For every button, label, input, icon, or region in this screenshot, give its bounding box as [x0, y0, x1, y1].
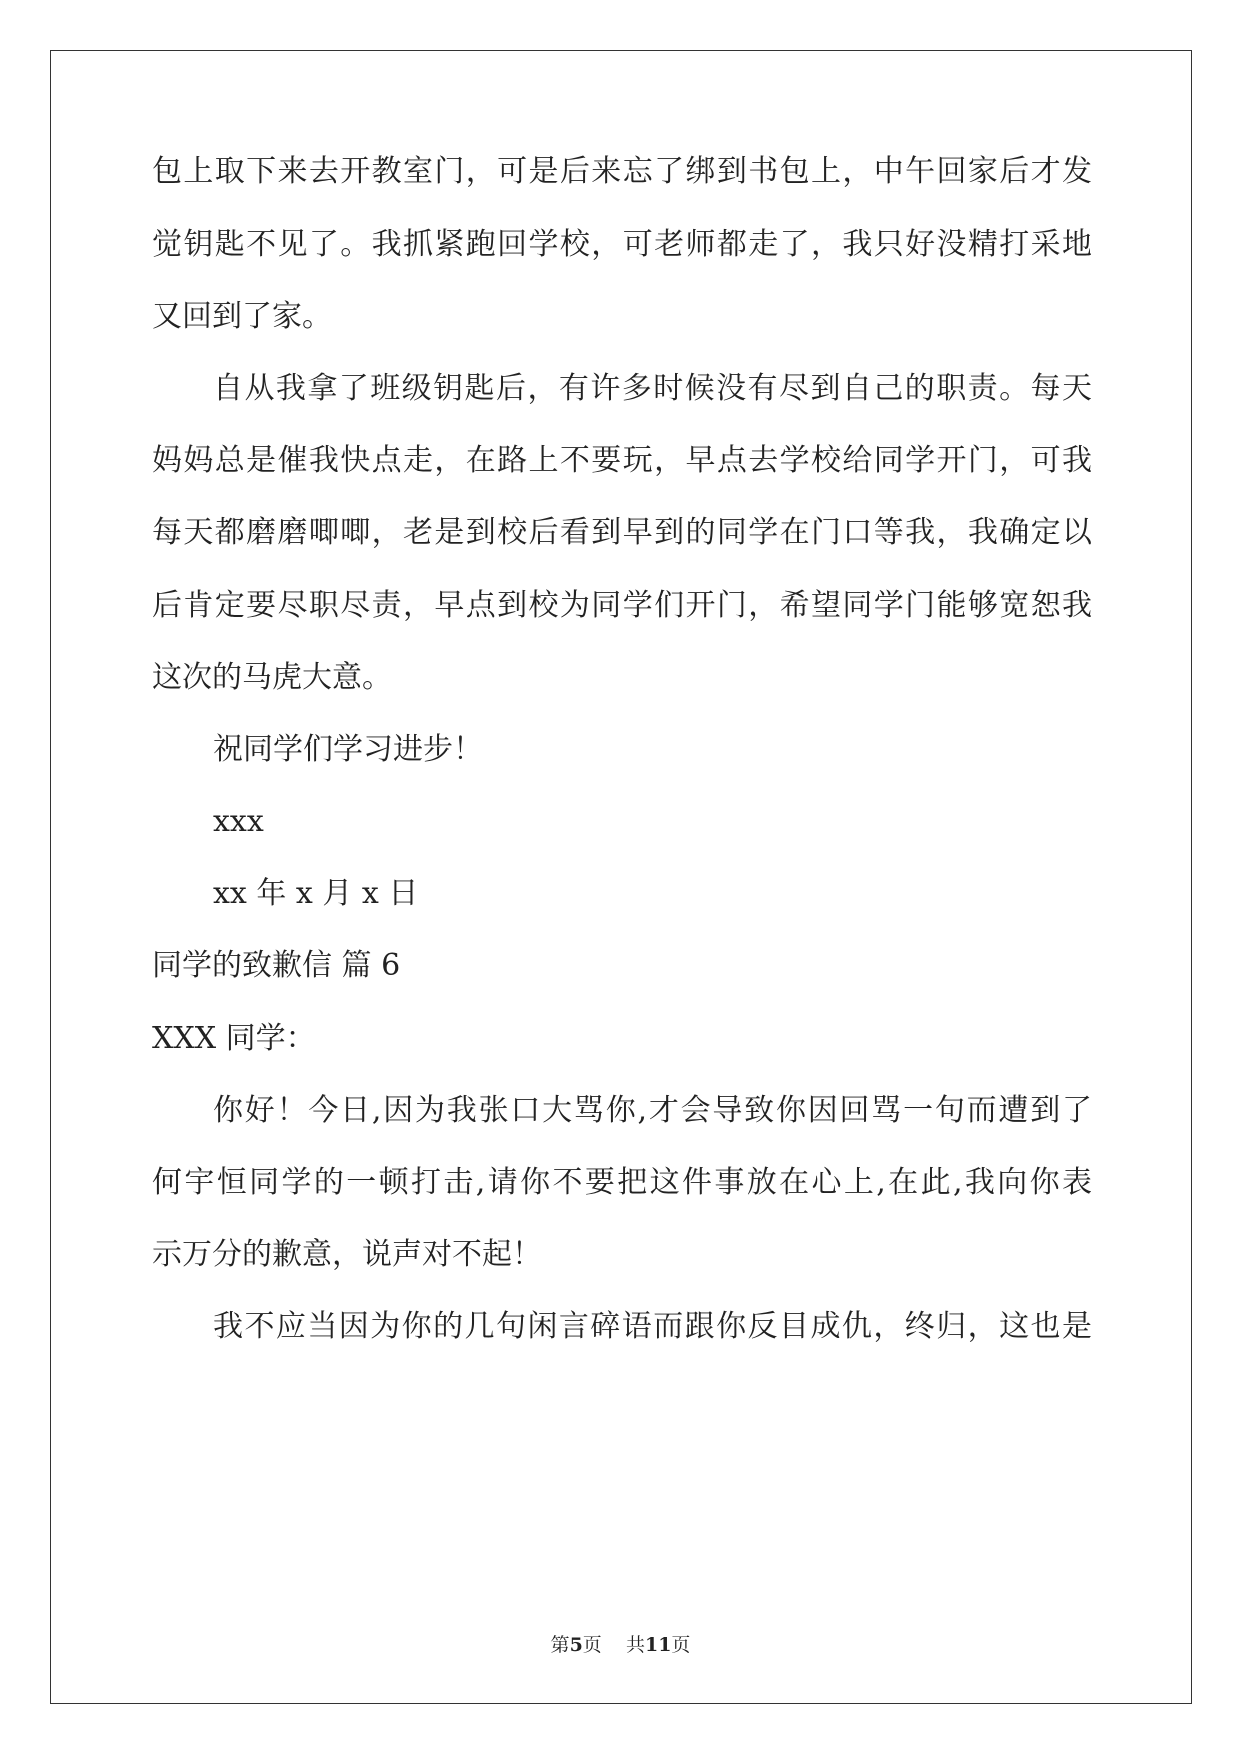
footer-total-pages: 11	[644, 1634, 672, 1656]
signature-name: xxx	[213, 804, 264, 839]
text-line: 这次的马虎大意。	[152, 660, 392, 695]
footer-middle: 页 共	[582, 1634, 645, 1656]
section-heading: 同学的致歉信 篇 6	[152, 948, 401, 983]
text-line: 又回到了家。	[152, 299, 332, 334]
text-line: 包上取下来去开教室门，可是后来忘了绑到书包上，中午回家后才发	[152, 154, 1092, 189]
text-line: 祝同学们学习进步！	[213, 732, 483, 767]
footer-page-number: 5	[569, 1634, 583, 1656]
signature-date: xx 年 x 月 x 日	[213, 876, 419, 911]
text-line: 每天都磨磨唧唧，老是到校后看到早到的同学在门口等我，我确定以	[152, 515, 1092, 550]
text-line: 你好！今日,因为我张口大骂你,才会导致你因回骂一句而遭到了	[213, 1093, 1092, 1128]
page-footer	[0, 1633, 1241, 1657]
text-line: 示万分的歉意，说声对不起！	[152, 1237, 542, 1272]
text-line: 何宇恒同学的一顿打击,请你不要把这件事放在心上,在此,我向你表	[152, 1165, 1092, 1200]
text-line: 我不应当因为你的几句闲言碎语而跟你反目成仇，终归，这也是	[213, 1309, 1092, 1344]
salutation: XXX 同学：	[152, 1021, 316, 1056]
text-line: 后肯定要尽职尽责，早点到校为同学们开门，希望同学门能够宽恕我	[152, 588, 1092, 623]
text-line: 觉钥匙不见了。我抓紧跑回学校，可老师都走了，我只好没精打采地	[152, 227, 1092, 262]
text-line: 自从我拿了班级钥匙后，有许多时候没有尽到自己的职责。每天	[213, 371, 1092, 406]
text-line: 妈妈总是催我快点走，在路上不要玩，早点去学校给同学开门，可我	[152, 443, 1092, 478]
footer-prefix: 第	[550, 1634, 570, 1656]
footer-suffix: 页	[671, 1634, 691, 1656]
